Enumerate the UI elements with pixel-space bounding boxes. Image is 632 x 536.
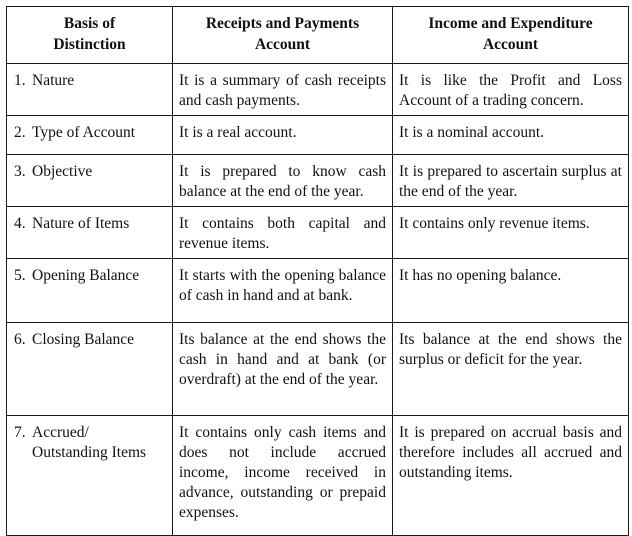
basis-cell	[7, 155, 173, 207]
table-row	[7, 323, 629, 416]
basis-label: Type of Account	[32, 124, 136, 141]
basis-label: Opening Balance	[32, 267, 140, 284]
header-text: Receipts and Payments	[205, 15, 360, 32]
basis-cell	[7, 64, 173, 116]
receipts-payments-cell: It starts with the opening balance of cash in hand and at bank.	[173, 259, 393, 323]
basis-cell	[7, 207, 173, 259]
basis-cell	[7, 259, 173, 323]
income-expenditure-cell: It is like the Profit and Loss Account of a trading concern.	[393, 64, 629, 116]
income-expenditure-cell: It is prepared on accrual basis and therefore includes all accrued and outstanding items.	[393, 416, 629, 536]
basis-label: Nature	[32, 72, 75, 89]
table-row	[7, 64, 629, 116]
row-number: 7.	[14, 424, 26, 441]
header-text: Distinction	[53, 36, 126, 53]
row-number: 2.	[14, 124, 26, 141]
header-text: Account	[482, 36, 539, 53]
header-text: Income and Expenditure	[428, 15, 593, 32]
basis-cell	[7, 323, 173, 416]
basis-label: Accrued/	[32, 424, 89, 441]
income-expenditure-cell: It contains only revenue items.	[393, 207, 629, 259]
row-number: 3.	[14, 163, 26, 180]
table-row	[7, 259, 629, 323]
row-number: 4.	[14, 215, 26, 232]
income-expenditure-cell: It is prepared to ascertain surplus at the end of the year.	[393, 155, 629, 207]
basis-cell	[7, 416, 173, 536]
row-number: 5.	[14, 267, 26, 284]
table-row	[7, 116, 629, 155]
income-expenditure-cell: It is a nominal account.	[393, 116, 629, 155]
header-receipts-payments-account	[173, 7, 393, 64]
receipts-payments-cell: It contains only cash items and does not include accrued income, income received in advance, outstanding or prepaid expenses.	[173, 416, 393, 536]
header-basis-of-distinction	[7, 7, 173, 64]
basis-label: Objective	[32, 163, 93, 180]
header-income-expenditure-account	[393, 7, 629, 64]
table-row	[7, 416, 629, 536]
receipts-payments-cell: It is a real account.	[173, 116, 393, 155]
receipts-payments-cell: It contains both capital and revenue items.	[173, 207, 393, 259]
table-header-row	[7, 7, 629, 64]
row-number: 1.	[14, 72, 26, 89]
table-row	[7, 207, 629, 259]
income-expenditure-cell: Its balance at the end shows the surplus or deficit for the year.	[393, 323, 629, 416]
header-text: Basis of	[63, 15, 116, 32]
receipts-payments-cell: It is a summary of cash receipts and cash payments.	[173, 64, 393, 116]
comparison-table	[6, 6, 629, 536]
basis-label: Nature of Items	[32, 215, 130, 232]
header-text: Account	[254, 36, 311, 53]
receipts-payments-cell: Its balance at the end shows the cash in hand and at bank (or overdraft) at the end of the year.	[173, 323, 393, 416]
basis-label-line2: Outstanding Items	[32, 444, 147, 461]
income-expenditure-cell: It has no opening balance.	[393, 259, 629, 323]
receipts-payments-cell: It is prepared to know cash balance at the end of the year.	[173, 155, 393, 207]
table-row	[7, 155, 629, 207]
basis-cell	[7, 116, 173, 155]
basis-label: Closing Balance	[32, 331, 135, 348]
row-number: 6.	[14, 331, 26, 348]
